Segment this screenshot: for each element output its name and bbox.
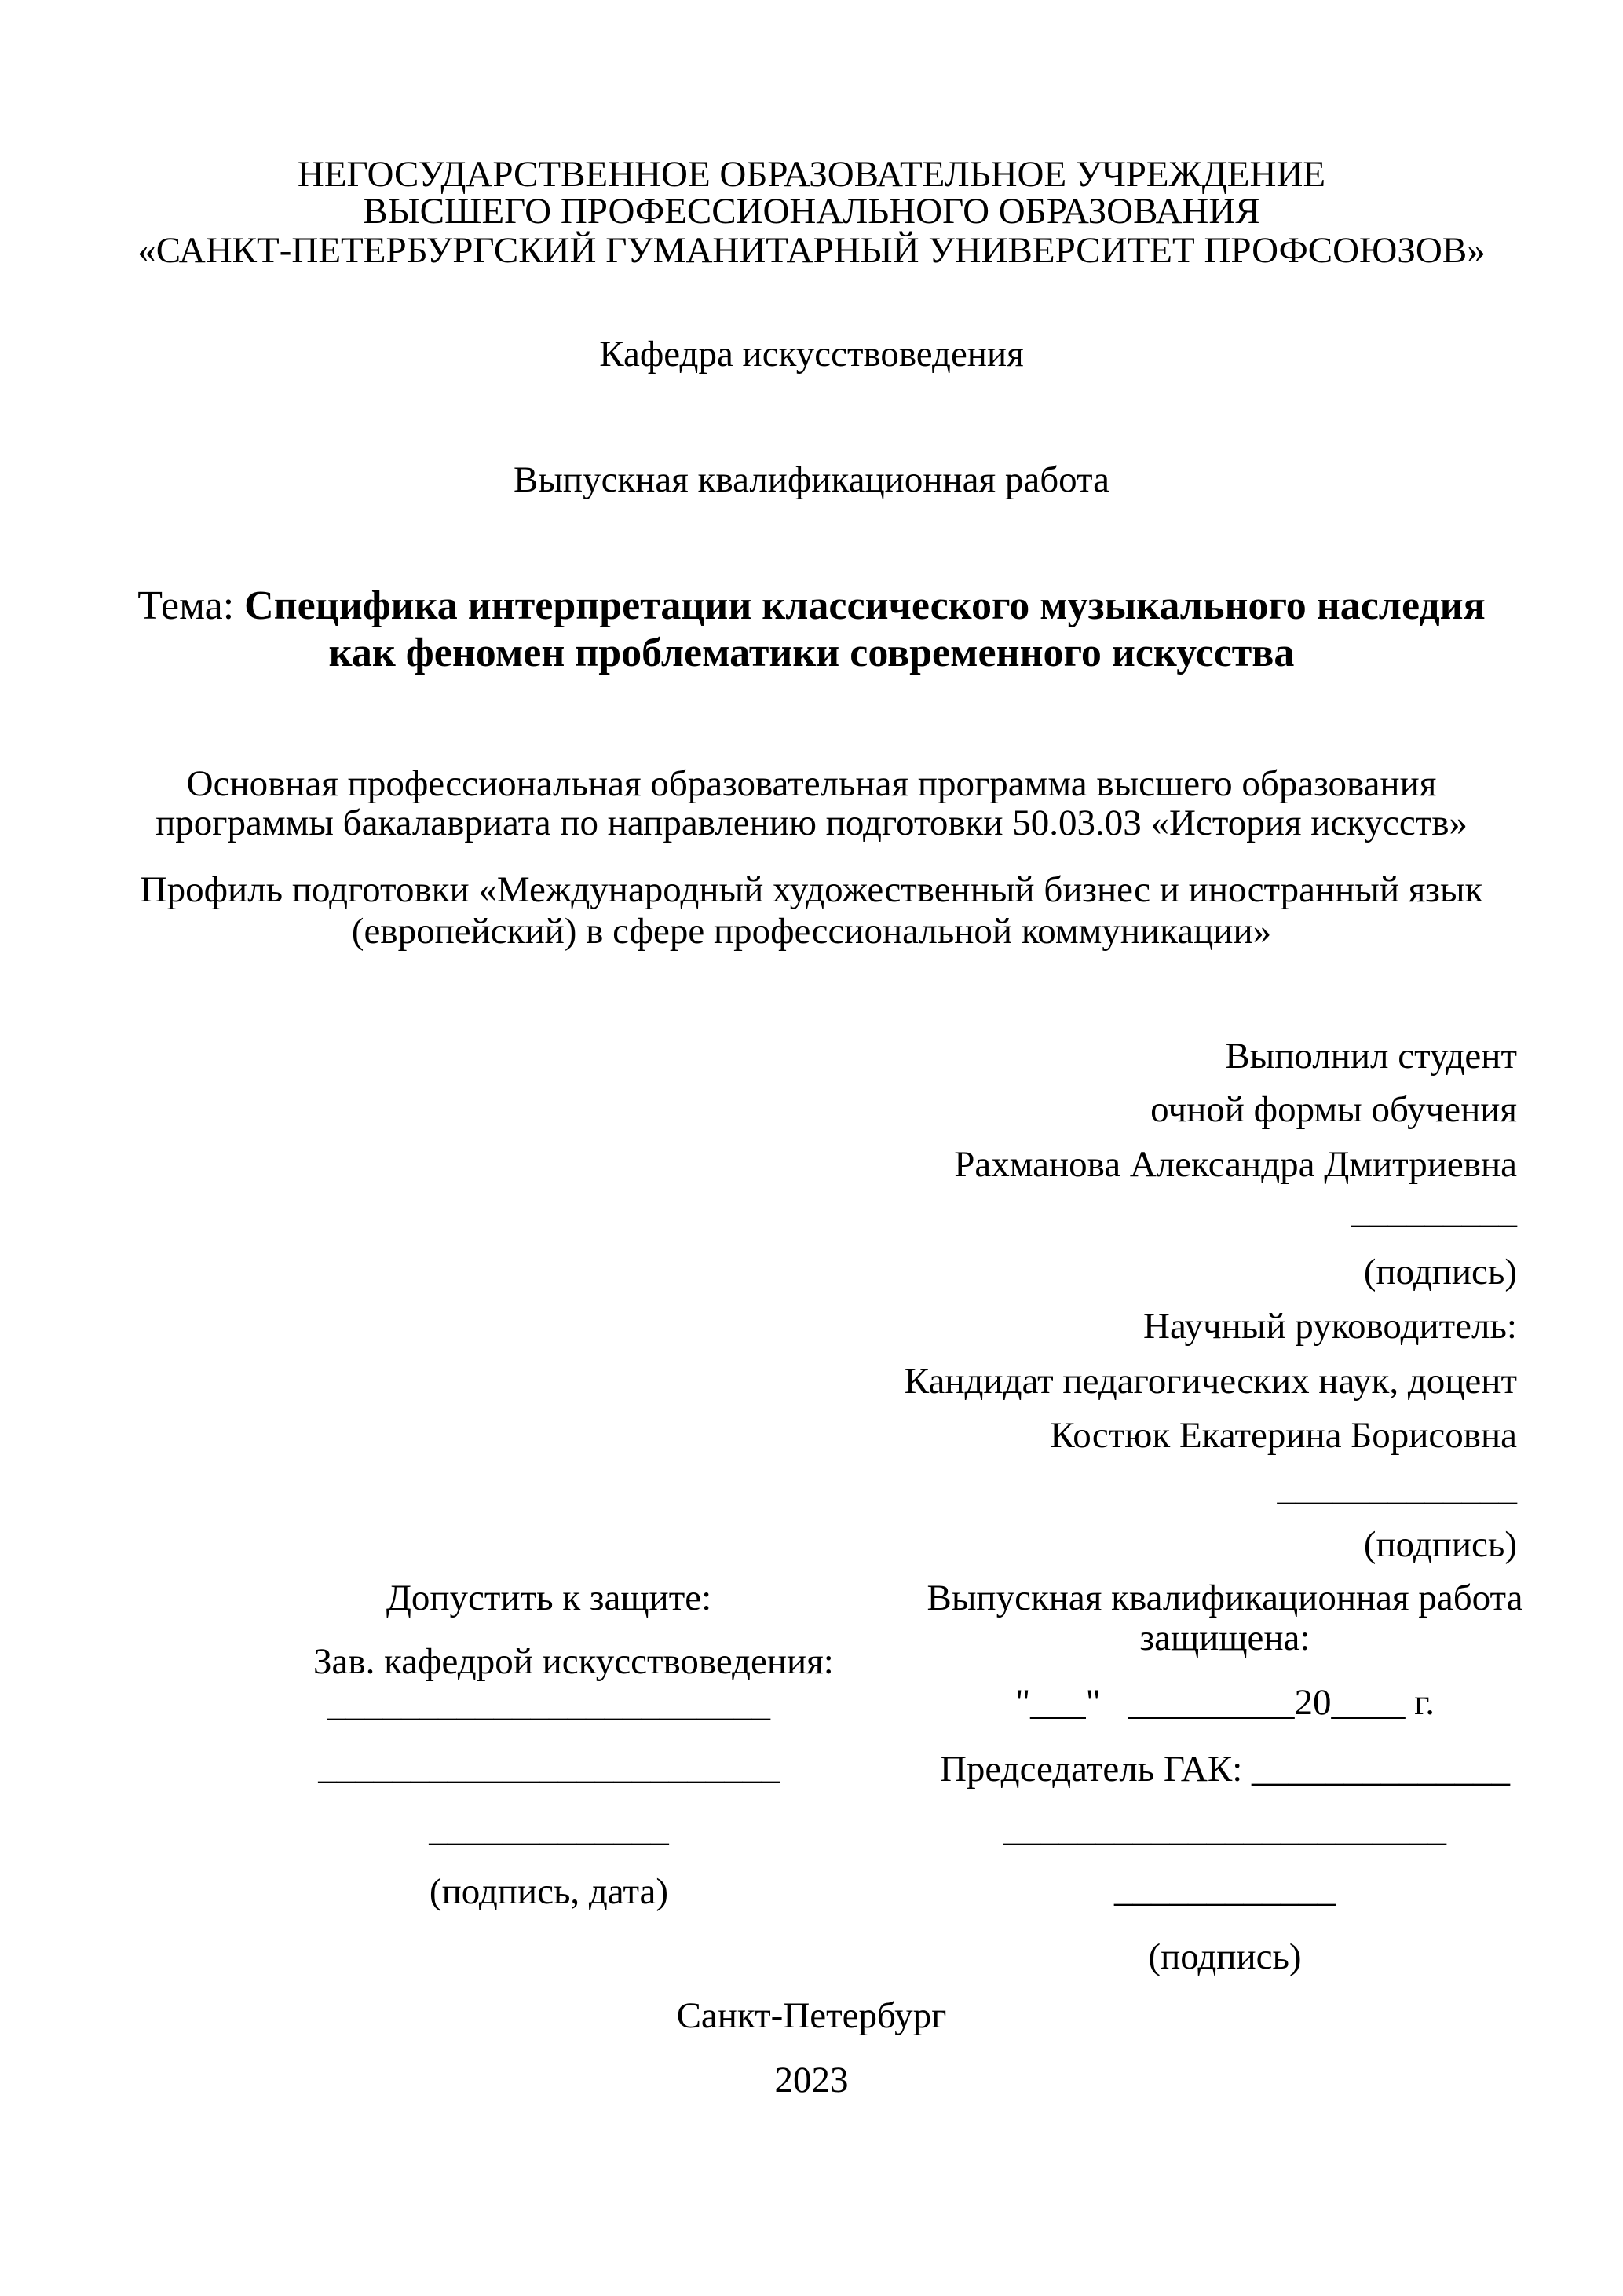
defended-line-1: ________________________ xyxy=(1003,1808,1446,1849)
topic-title: Специфика интерпретации классического музыкального наследия xyxy=(244,583,1486,628)
author-name: Рахманова Александра Дмитриевна xyxy=(954,1144,1517,1185)
admit-signature-label: (подпись, дата) xyxy=(429,1871,669,1912)
supervisor-signature-label: (подпись) xyxy=(1363,1524,1517,1565)
profile-line-2: (европейский) в сфере профессиональной коммуникации» xyxy=(351,911,1272,952)
supervisor-label: Научный руководитель: xyxy=(1143,1306,1517,1347)
profile-line-1: Профиль подготовки «Международный художественный бизнес и иностранный язык xyxy=(140,869,1483,910)
institution-line-2: ВЫСШЕГО ПРОФЕССИОНАЛЬНОГО ОБРАЗОВАНИЯ xyxy=(363,191,1260,232)
admit-line-3: _____________ xyxy=(429,1808,669,1849)
defended-title-1: Выпускная квалификационная работа xyxy=(927,1578,1523,1618)
author-signature-label: (подпись) xyxy=(1363,1252,1517,1292)
defended-date: "___" _________20____ г. xyxy=(1014,1682,1435,1723)
topic-line-2: как феномен проблематики современного искусства xyxy=(328,631,1295,675)
supervisor-title: Кандидат педагогических наук, доцент xyxy=(904,1361,1517,1402)
gak-chair: Председатель ГАК: ______________ xyxy=(939,1749,1511,1790)
topic-line-1 xyxy=(0,584,1623,628)
program-line-2: программы бакалавриата по направлению подготовки 50.03.03 «История искусств» xyxy=(155,803,1468,843)
defended-line-2: ____________ xyxy=(1114,1869,1336,1910)
study-form: очной формы обучения xyxy=(1150,1089,1517,1130)
institution-line-1: НЕГОСУДАРСТВЕННОЕ ОБРАЗОВАТЕЛЬНОЕ УЧРЕЖДЕНИЕ xyxy=(297,154,1326,195)
supervisor-name: Костюк Екатерина Борисовна xyxy=(1050,1415,1517,1456)
author-signature-line: _________ xyxy=(1351,1190,1517,1231)
supervisor-signature-line: _____________ xyxy=(1277,1468,1517,1508)
defended-signature-label: (подпись) xyxy=(1148,1936,1302,1977)
department: Кафедра искусствоведения xyxy=(599,334,1024,375)
admit-line-1: ________________________ xyxy=(327,1684,770,1724)
admit-line-2: _________________________ xyxy=(318,1746,780,1787)
year: 2023 xyxy=(774,2060,849,2100)
author-label: Выполнил студент xyxy=(1225,1036,1517,1077)
institution-line-3: «САНКТ-ПЕТЕРБУРГСКИЙ ГУМАНИТАРНЫЙ УНИВЕРСИТЕТ ПРОФСОЮЗОВ» xyxy=(137,230,1486,271)
admit-title: Допустить к защите: xyxy=(386,1578,712,1618)
city: Санкт-Петербург xyxy=(676,1995,947,2036)
topic-label: Тема: xyxy=(137,583,245,628)
work-type: Выпускная квалификационная работа xyxy=(514,459,1109,500)
program-line-1: Основная профессиональная образовательная программа высшего образования xyxy=(186,763,1437,804)
admit-head: Зав. кафедрой искусствоведения: xyxy=(313,1641,834,1682)
defended-title-2: защищена: xyxy=(1139,1618,1310,1658)
